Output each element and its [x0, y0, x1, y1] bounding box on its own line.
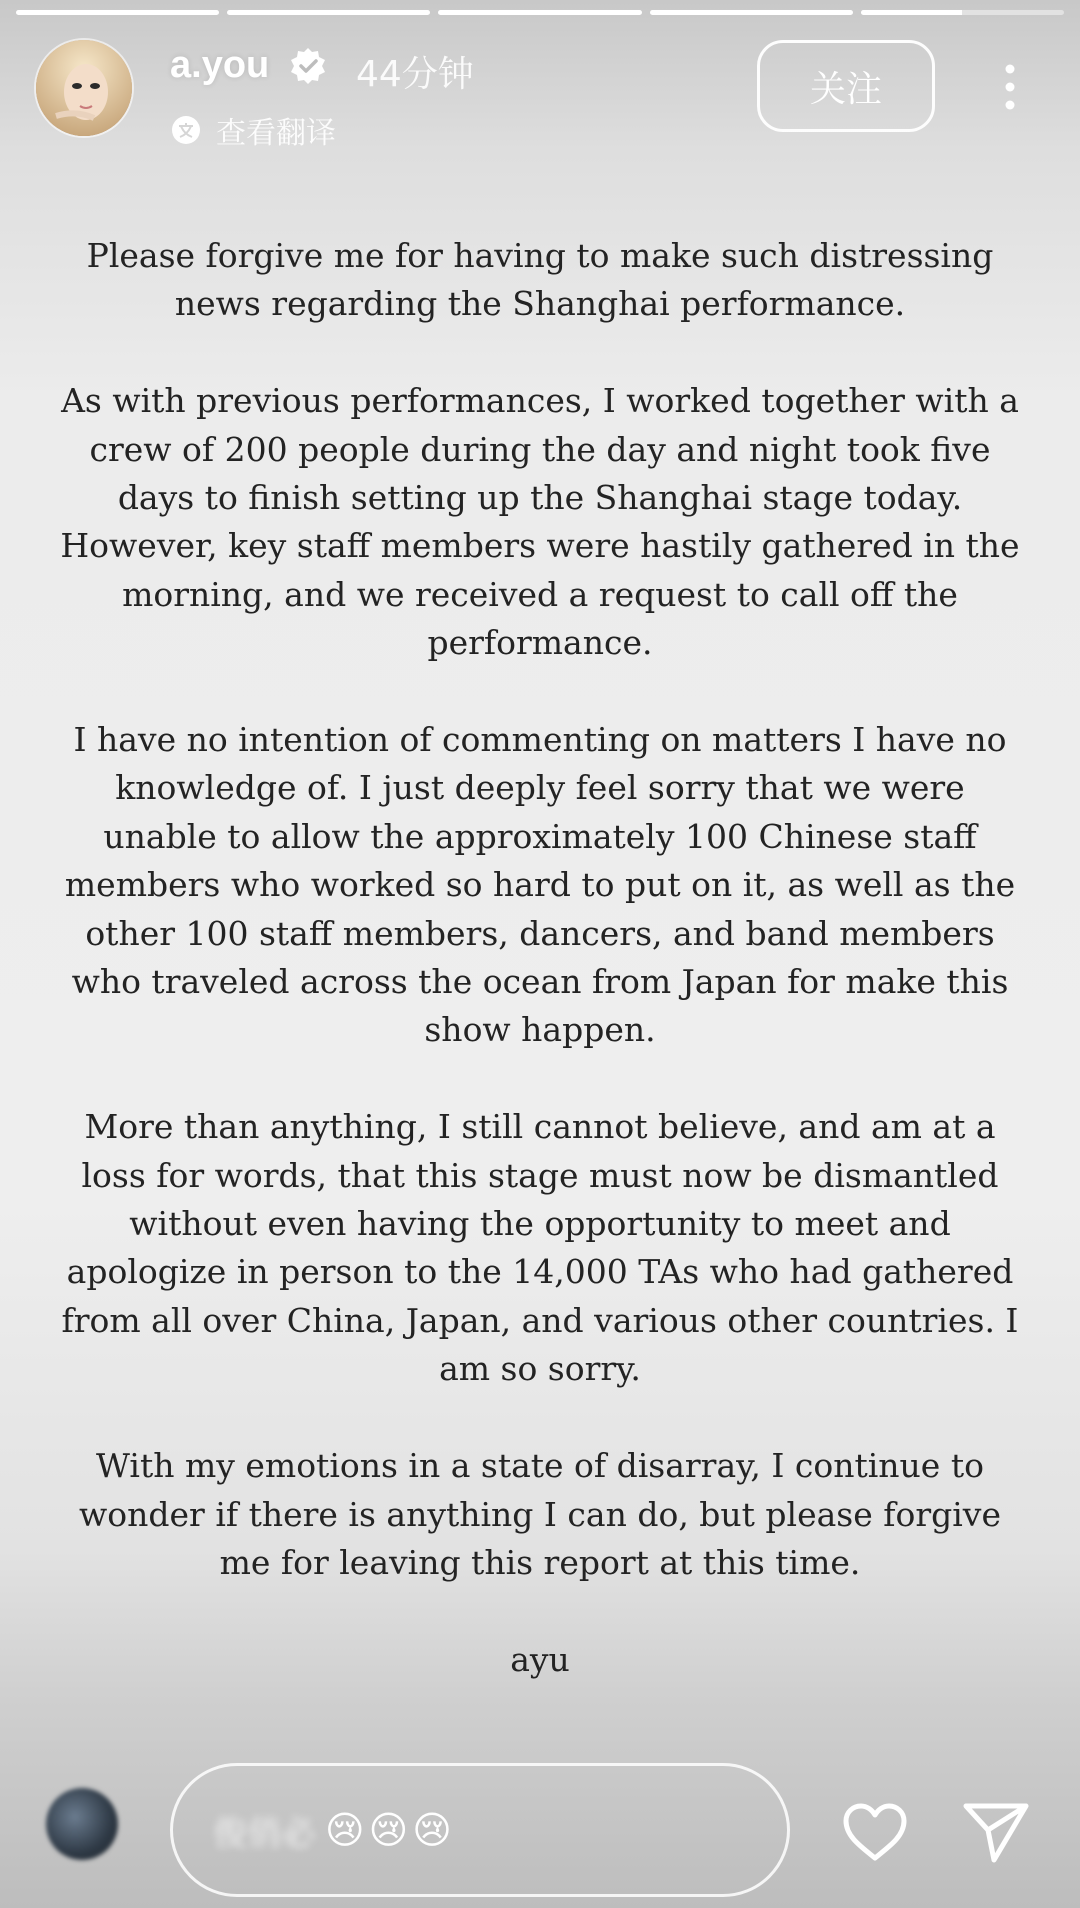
message-paragraph: As with previous performances, I worked together with a crew of 200 people during the day and night took five days to finish setting up the Shanghai stage today. However, key staff members were hastily gathered in the morning, and we received a request to call off the performance.	[60, 381, 1020, 663]
send-icon[interactable]	[960, 1798, 1032, 1866]
crying-emoji: 😢	[368, 1808, 409, 1852]
crying-emoji: 😢	[325, 1808, 365, 1852]
crying-emoji: 😢	[412, 1808, 452, 1852]
progress-segment	[16, 10, 219, 15]
story-message	[60, 232, 1020, 1684]
follow-button[interactable]: 关注	[757, 40, 935, 132]
message-paragraph: I have no intention of commenting on matters I have no knowledge of. I just deeply feel sorry that we were unable to allow the approximately 100 Chinese staff members who worked so hard to put on it, as well as the other 100 staff members, dancers, and band members who traveled across the ocean from Japan for make this show happen.	[64, 720, 1016, 1050]
message-signature: ayu	[510, 1639, 570, 1679]
progress-segment	[650, 10, 853, 15]
profile-avatar[interactable]	[36, 40, 132, 136]
message-paragraph: With my emotions in a state of disarray, I continue to wonder if there is anything I can do, but please forgive me for leaving this report at this time.	[79, 1446, 1001, 1582]
username[interactable]: a.you	[170, 44, 270, 86]
see-translation-link[interactable]	[170, 108, 336, 152]
progress-segment	[861, 10, 1064, 15]
reply-text-blurred: 俊俏必	[213, 1813, 315, 1854]
more-vertical-icon[interactable]	[990, 62, 1030, 112]
avatar-image	[36, 40, 132, 136]
progress-segment	[227, 10, 430, 15]
post-timestamp: 44分钟	[356, 54, 474, 95]
story-progress-bar	[16, 10, 1064, 15]
reply-emojis	[325, 1808, 452, 1852]
translate-icon	[170, 114, 202, 146]
message-paragraph: More than anything, I still cannot believe, and am at a loss for words, that this stage must now be dismantled without even having the opportunity to meet and apologize in person to the 14,000 TAs who had gathered from all over China, Japan, and various other countries. I am so sorry.	[61, 1107, 1019, 1389]
viewer-avatar	[46, 1788, 118, 1860]
progress-segment	[438, 10, 641, 15]
heart-icon[interactable]	[840, 1800, 910, 1864]
verified-badge-icon	[288, 46, 328, 86]
translate-label: 查看翻译	[216, 116, 336, 151]
reply-input[interactable]	[170, 1763, 790, 1897]
message-paragraph: Please forgive me for having to make such distressing news regarding the Shanghai performance.	[86, 236, 994, 324]
